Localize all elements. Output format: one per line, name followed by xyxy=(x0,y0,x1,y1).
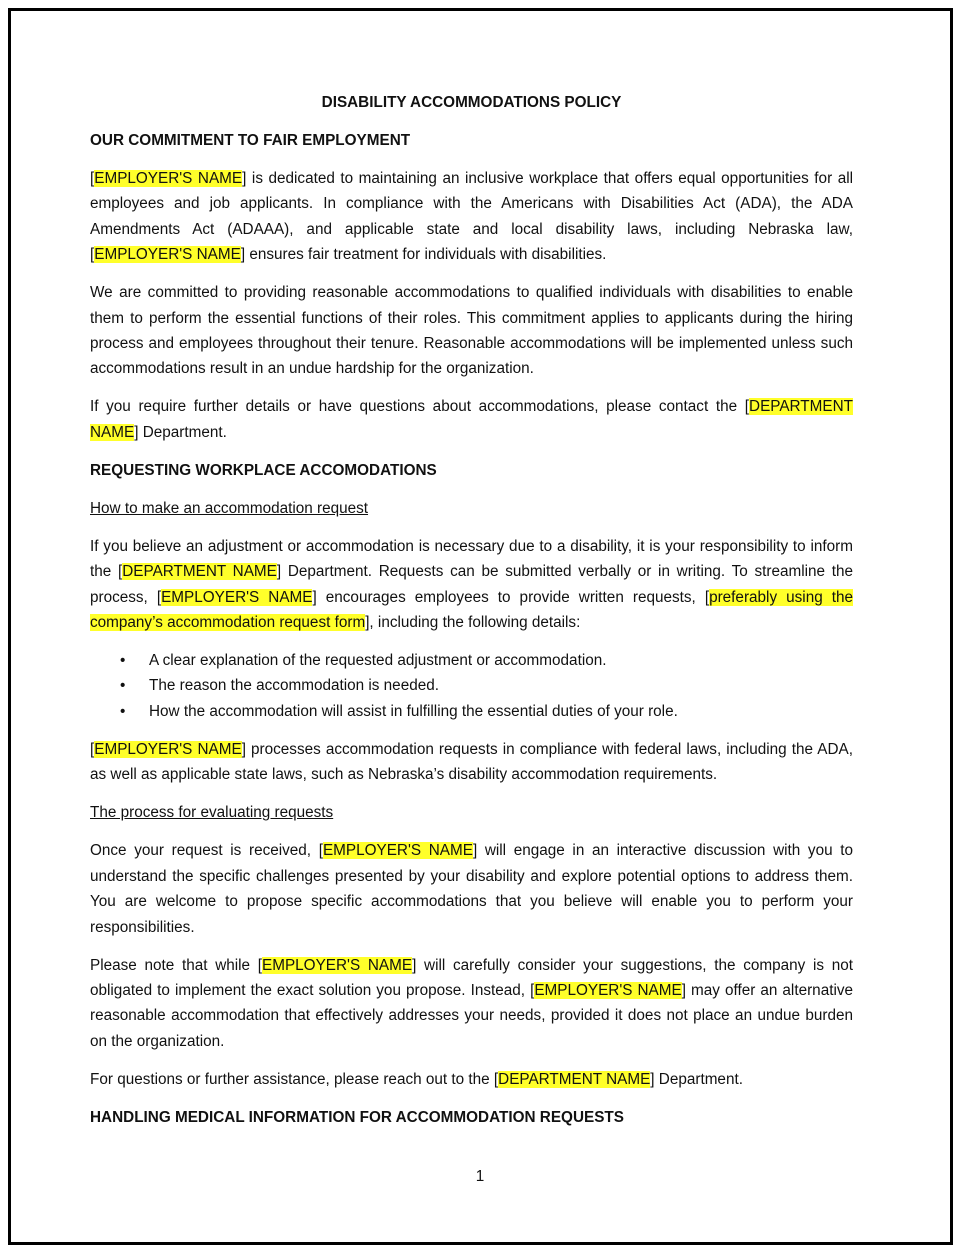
text-span: Once your request is received, [ xyxy=(90,842,323,860)
paragraph-interactive-discussion xyxy=(90,838,853,940)
text-span: [ xyxy=(90,170,95,187)
paragraph-further-assistance xyxy=(90,1067,853,1092)
text-span: Please note that while [ xyxy=(90,956,263,974)
document-title: DISABILITY ACCOMMODATIONS POLICY xyxy=(321,94,622,111)
request-details-list xyxy=(90,648,853,724)
list-item-text: How the accommodation will assist in fulfilling the essential duties of your role. xyxy=(149,702,678,720)
text-span: If you believe an adjustment or accommodation is necessary due to a disability, it is your responsibility to inform the [ xyxy=(90,537,853,581)
employer-name-placeholder: EMPLOYER'S NAME xyxy=(94,170,243,187)
bullet-icon: • xyxy=(120,652,126,670)
subheading-evaluation-process: The process for evaluating requests xyxy=(90,804,334,822)
text-span: ] will carefully consider your suggestions, the company is not obligated to implement the exact solution you propose. Instead, [ xyxy=(90,956,854,999)
list-item xyxy=(90,673,853,698)
text-span: ] encourages employees to provide written requests, [ xyxy=(312,588,710,606)
employer-name-placeholder: EMPLOYER'S NAME xyxy=(322,842,473,860)
document-body xyxy=(90,90,853,1143)
bullet-icon: • xyxy=(120,702,126,720)
text-span: ] processes accommodation requests in compliance with federal laws, including the ADA, as well as applicable state laws, such as Nebraska’s disability accommodation requirements. xyxy=(90,740,854,784)
paragraph-request-instructions xyxy=(90,534,853,636)
paragraph-alternative-accommodation xyxy=(90,953,853,1055)
text-span: ] Department. Requests can be submitted verbally or in writing. To streamline the process, [ xyxy=(90,563,854,606)
section-heading-medical-information: HANDLING MEDICAL INFORMATION FOR ACCOMMODATION REQUESTS xyxy=(90,1108,624,1126)
paragraph-reasonable-accommodations: We are committed to providing reasonable accommodations to qualified individuals with disabilities to enable them to perform the essential functions of their roles. This commitment applies to applicants during the hiring process and employees throughout their tenure. Reasonable accommodations will be implemented unless such accommodations result in an undue hardship for the organization. xyxy=(90,284,853,378)
employer-name-placeholder: EMPLOYER'S NAME xyxy=(161,588,313,606)
employer-name-placeholder: EMPLOYER'S NAME xyxy=(94,246,241,264)
department-name-placeholder: DEPARTMENT NAME xyxy=(498,1070,651,1088)
subheading-how-to-request: How to make an accommodation request xyxy=(90,499,369,517)
paragraph-commitment xyxy=(90,166,853,268)
request-form-placeholder: preferably using the company’s accommodation request form xyxy=(90,588,854,632)
text-span: ], including the following details: xyxy=(365,614,581,632)
department-name-placeholder: DEPARTMENT NAME xyxy=(90,398,853,441)
list-item xyxy=(90,699,853,724)
text-span: ] Department. xyxy=(650,1070,743,1088)
list-item xyxy=(90,648,853,673)
text-span: ] Department. xyxy=(134,423,227,441)
page-number: 1 xyxy=(475,1168,485,1185)
list-item-text: The reason the accommodation is needed. xyxy=(149,677,439,695)
section-heading-requesting: REQUESTING WORKPLACE ACCOMODATIONS xyxy=(90,461,437,479)
employer-name-placeholder: EMPLOYER'S NAME xyxy=(262,956,413,974)
text-span: ] may offer an alternative reasonable accommodation that effectively addresses your needs, provided it does not place an undue burden on the organization. xyxy=(90,981,854,1050)
text-span: ] ensures fair treatment for individuals with disabilities. xyxy=(240,246,607,264)
list-item-text: A clear explanation of the requested adjustment or accommodation. xyxy=(149,652,607,670)
text-span: For questions or further assistance, please reach out to the [ xyxy=(90,1070,499,1088)
paragraph-compliance xyxy=(90,737,853,788)
bullet-icon: • xyxy=(120,677,126,695)
text-span: ] is dedicated to maintaining an inclusive workplace that offers equal opportunities for all employees and job applicants. In compliance with the Americans with Disabilities Act (ADA), the ADA Amendments Act (ADAAA), and applicable state and local disability laws, including Nebraska law, [ xyxy=(90,170,854,264)
text-span: [ xyxy=(90,740,95,758)
employer-name-placeholder: EMPLOYER'S NAME xyxy=(94,740,242,758)
text-span: ] will engage in an interactive discussion with you to understand the specific challenges presented by your disability and explore potential options to address them. You are welcome to propose specific accommodations that you believe will enable you to perform your responsibilities. xyxy=(90,842,853,936)
section-heading-commitment: OUR COMMITMENT TO FAIR EMPLOYMENT xyxy=(90,132,411,149)
employer-name-placeholder: EMPLOYER'S NAME xyxy=(534,981,682,999)
text-span: If you require further details or have questions about accommodations, please contact the [ xyxy=(90,398,750,416)
paragraph-contact xyxy=(90,394,853,445)
department-name-placeholder: DEPARTMENT NAME xyxy=(122,563,277,581)
